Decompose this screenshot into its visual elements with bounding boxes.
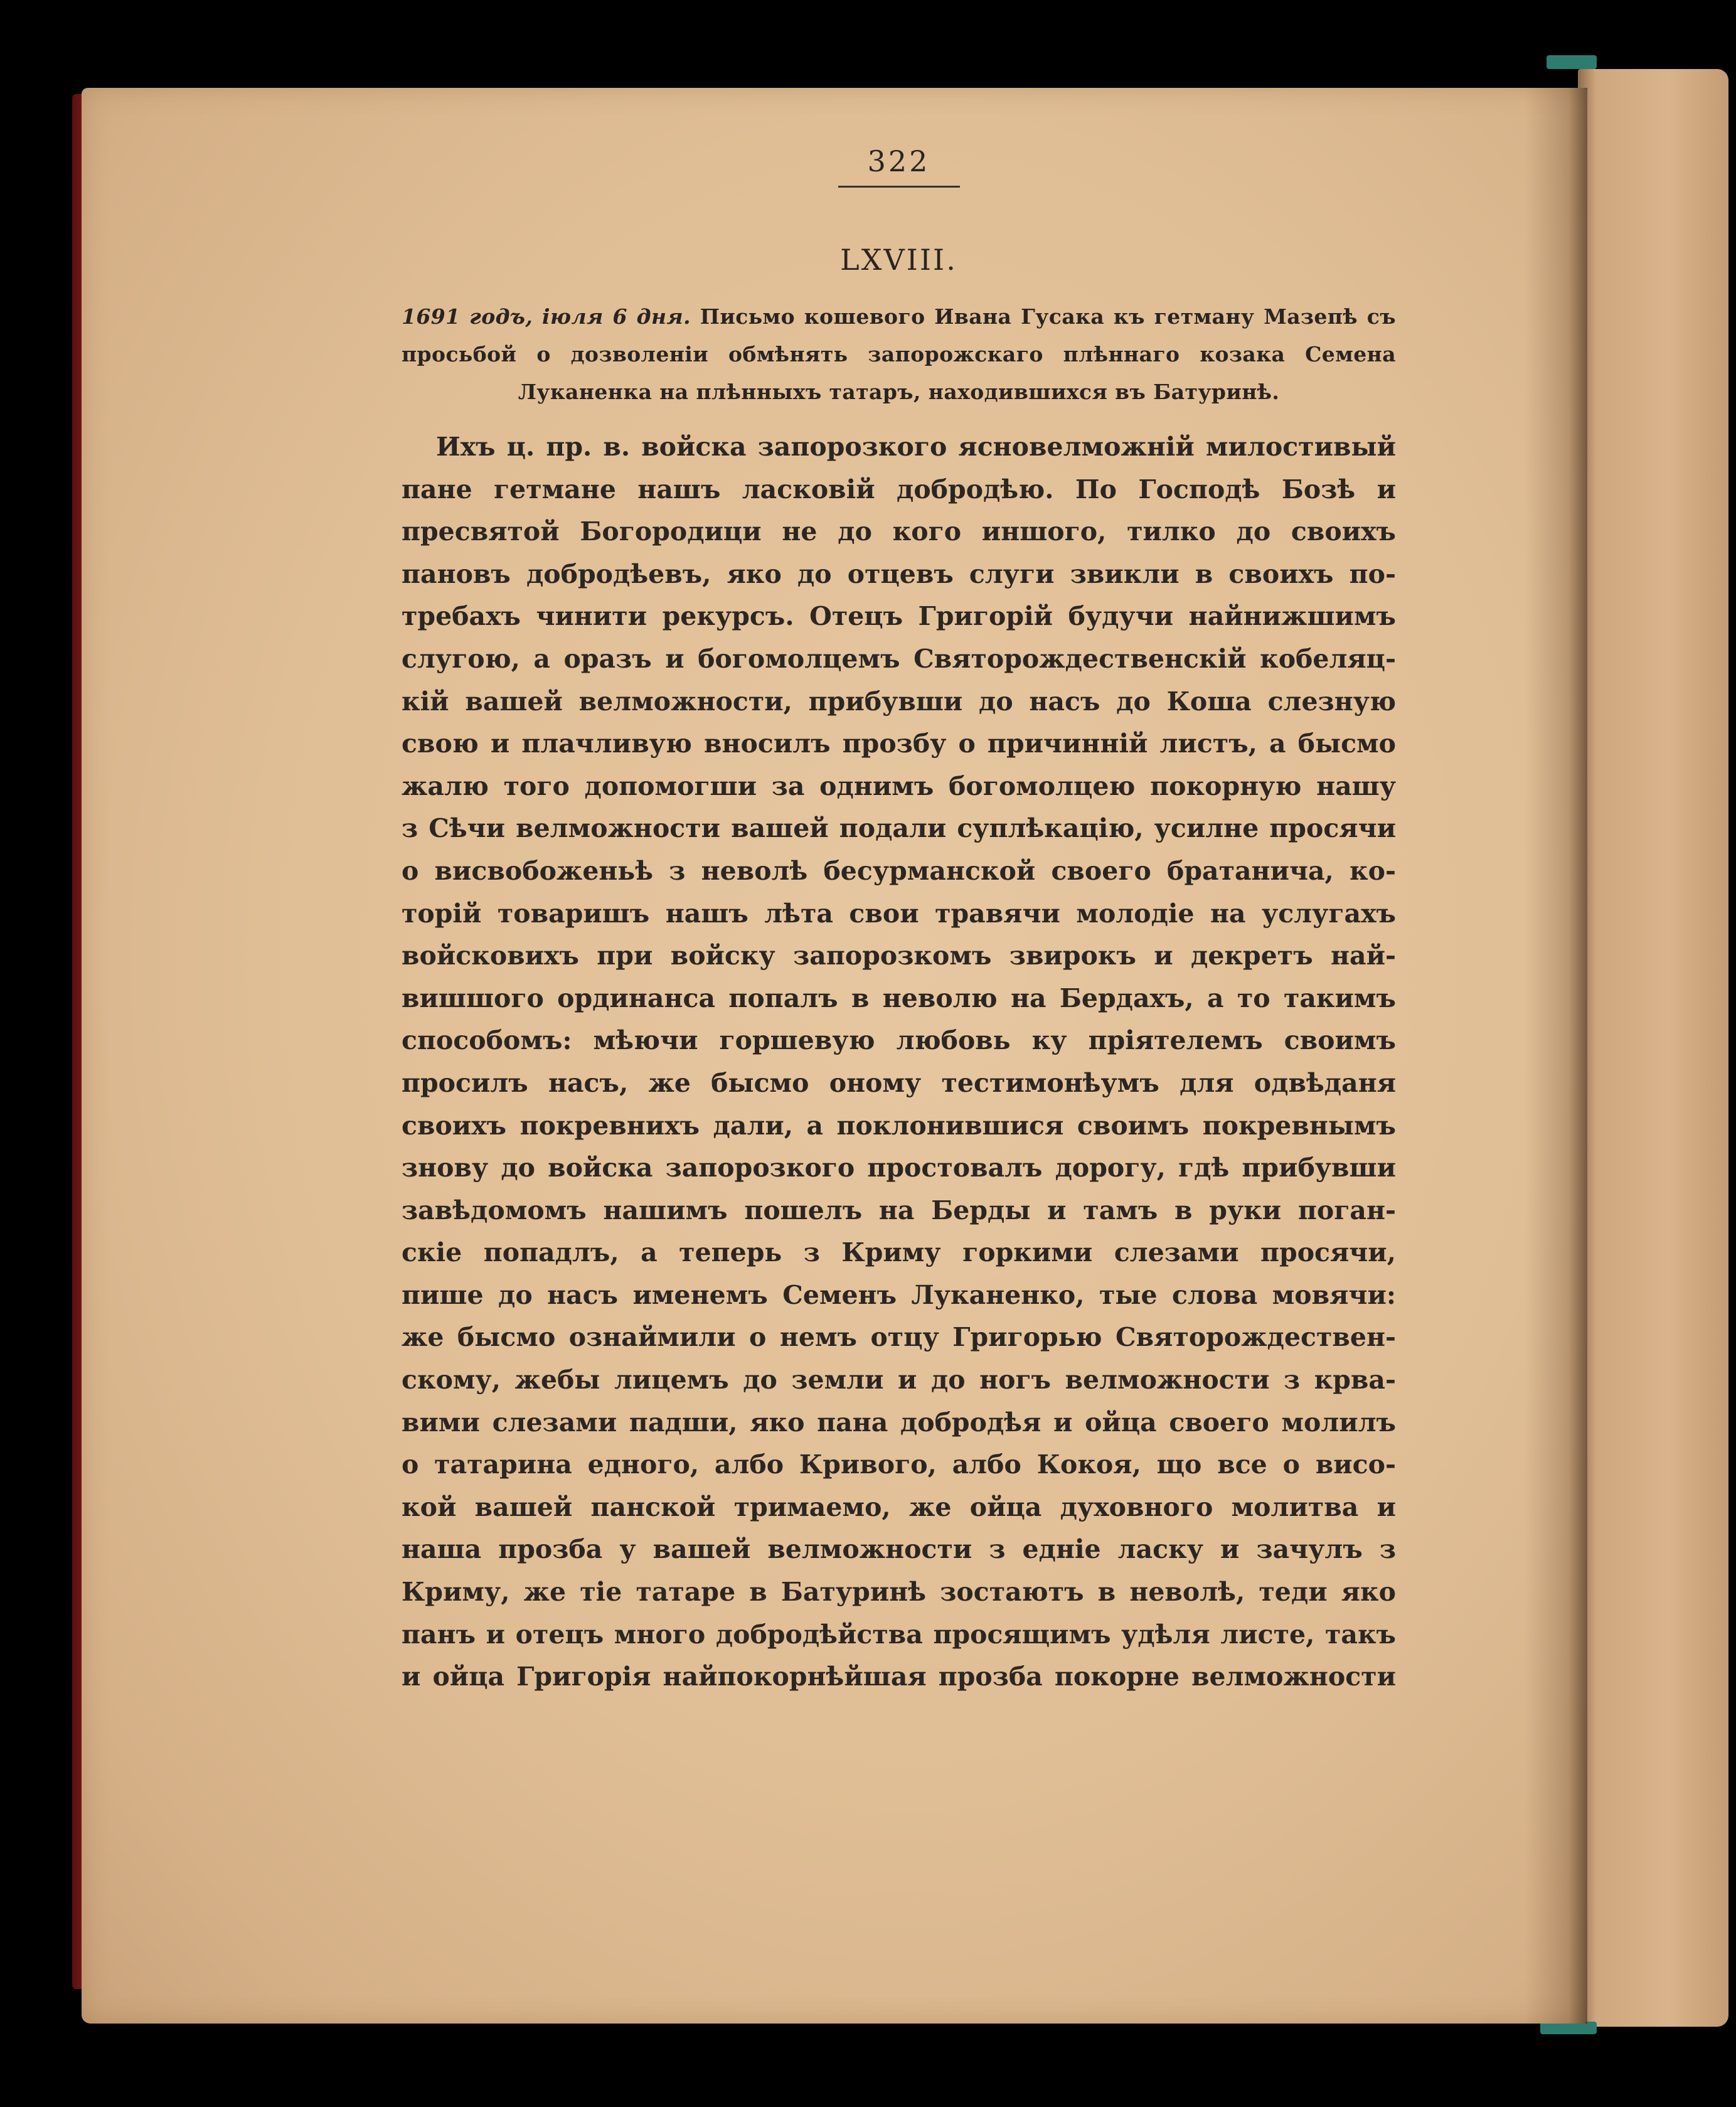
body-line: просилъ насъ, же бысмо оному тестимонѣумъ для одвѣданя bbox=[402, 1067, 1396, 1098]
body-line: о татарина едного, албо Кривого, албо Кокоя, що все о висо- bbox=[402, 1449, 1396, 1480]
letter-body bbox=[402, 426, 1396, 1699]
body-line: Криму, же тіе татаре в Батуринѣ зостаютъ в неволѣ, теди яко bbox=[402, 1577, 1396, 1608]
body-line: кой вашей панской тримаемо, же ойца духовного молитва и bbox=[402, 1491, 1396, 1522]
body-line: з Сѣчи велможности вашей подали суплѣкацію, усилне просячи bbox=[402, 813, 1396, 844]
body-line: и ойца Григорія найпокорнѣйшая прозба покорне велможности bbox=[402, 1662, 1396, 1692]
body-line: жалю того допомогши за однимъ богомолцею покорную нашу bbox=[402, 771, 1396, 801]
body-line: Ихъ ц. пр. в. войска запорозкого ясновелможній милостивый bbox=[436, 432, 1396, 462]
body-line: о висвобоженьѣ з неволѣ бесурманской своего братанича, ко- bbox=[402, 855, 1396, 886]
heading-date: 1691 годъ, іюля 6 дня. bbox=[402, 304, 691, 329]
body-line: вишшого ординанса попалъ в неволю на Бердахъ, а то такимъ bbox=[402, 983, 1396, 1013]
body-line: панъ и отецъ много добродѣйства просящимъ удѣля листе, такъ bbox=[402, 1619, 1396, 1650]
body-line: наша прозба у вашей велможности з едніе ласку и зачулъ з bbox=[402, 1534, 1396, 1565]
body-line: пане гетмане нашъ ласковій добродѣю. По Господѣ Бозѣ и bbox=[402, 474, 1396, 504]
body-line: скому, жебы лицемъ до земли и до ногъ велможности з крва- bbox=[402, 1365, 1396, 1395]
bookmark-ribbon-top bbox=[1547, 55, 1597, 69]
body-line: пресвятой Богородици не до кого иншого, тилко до своихъ bbox=[402, 516, 1396, 547]
body-line: пише до насъ именемъ Семенъ Луканенко, тые слова мовячи: bbox=[402, 1279, 1396, 1310]
heading-title: Письмо кошевого Ивана Гусака къ гетману Мазепѣ съ просьбой о дозволеніи обмѣнять запорожскаго плѣннаго козака Семена Луканенка на плѣнныхъ татаръ, находившихся въ Батуринѣ. bbox=[402, 304, 1397, 404]
body-line: свою и плачливую вносилъ прозбу о причинній листъ, а бысмо bbox=[402, 728, 1396, 759]
body-line: скіе попадлъ, а теперь з Криму горкими слезами просячи, bbox=[402, 1237, 1396, 1268]
body-line: вими слезами падши, яко пана добродѣя и ойца своего молилъ bbox=[402, 1407, 1396, 1438]
body-line: войсковихъ при войску запорозкомъ звирокъ и декретъ най- bbox=[402, 941, 1396, 971]
body-line: способомъ: мѣючи горшевую любовь ку пріятелемъ своимъ bbox=[402, 1025, 1396, 1056]
body-line: пановъ добродѣевъ, яко до отцевъ слуги звикли в своихъ по- bbox=[402, 558, 1396, 589]
page-text-block bbox=[402, 144, 1396, 1699]
body-line: завѣдомомъ нашимъ пошелъ на Берды и тамъ в руки поган- bbox=[402, 1195, 1396, 1225]
body-line: кій вашей велможности, прибувши до насъ до Коша слезную bbox=[402, 686, 1396, 717]
body-line: торій товаришъ нашъ лѣта свои травячи молодіе на услугахъ bbox=[402, 898, 1396, 929]
document-heading bbox=[402, 298, 1396, 411]
bookmark-ribbon-bottom bbox=[1540, 2022, 1597, 2034]
body-line: своихъ покревнихъ дали, а поклонившися своимъ покревнымъ bbox=[402, 1110, 1396, 1141]
body-line: же бысмо ознаймили о немъ отцу Григорью Святорождествен- bbox=[402, 1322, 1396, 1353]
body-line: требахъ чинити рекурсъ. Отецъ Григорій будучи найнижшимъ bbox=[402, 601, 1396, 632]
section-numeral: LXVIII. bbox=[840, 243, 957, 277]
body-line: знову до войска запорозкого простовалъ дорогу, гдѣ прибувши bbox=[402, 1153, 1396, 1183]
body-line: слугою, а оразъ и богомолцемъ Святорождественскій кобеляц- bbox=[402, 643, 1396, 674]
page-gutter-shadow bbox=[1525, 88, 1587, 2024]
adjacent-page-edge bbox=[1578, 69, 1728, 2027]
page-number bbox=[402, 144, 1396, 188]
page-number-value: 322 bbox=[838, 144, 960, 188]
